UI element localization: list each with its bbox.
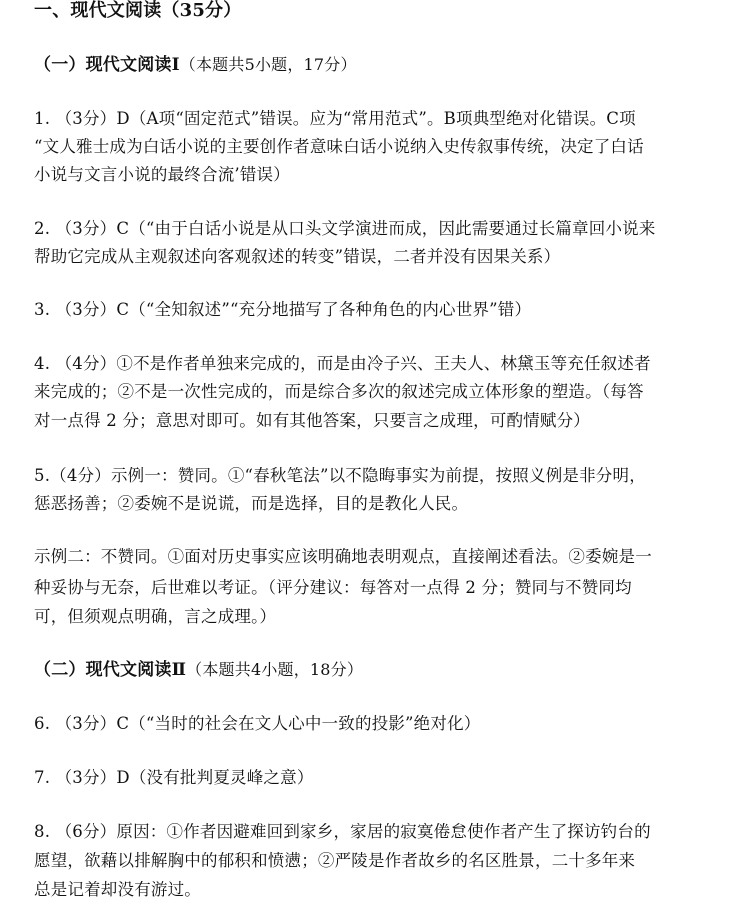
q6-line1: 6. （3分）C（“当时的社会在文人心中一致的投影”绝对化） [34, 714, 481, 733]
q8-line1: 8. （6分）原因：①作者因避难回到家乡，家居的寂寞倦怠使作者产生了探访钓台的 [34, 822, 651, 841]
section1-note: （本题共5小题，17分） [179, 55, 357, 74]
q8-line3: 总是记着却没有游过。 [34, 880, 201, 899]
main-heading: 一、现代文阅读（35分） [34, 0, 242, 21]
section2-heading [34, 659, 363, 681]
q2-line2: 帮助它完成从主观叙述向客观叙述的转变”错误，二者并没有因果关系） [34, 247, 561, 266]
q7-line1: 7. （3分）D（没有批判夏灵峰之意） [34, 768, 314, 787]
section1-heading [34, 54, 357, 76]
q5-line1: 5.（4分）示例一：赞同。①“春秋笔法”以不隐晦事实为前提，按照义例是非分明， [34, 466, 646, 485]
q4-line3: 对一点得 2 分；意思对即可。如有其他答案，只要言之成理，可酌情赋分） [34, 411, 590, 430]
q4-line2: 来完成的；②不是一次性完成的，而是综合多次的叙述完成立体形象的塑造。（每答 [34, 382, 644, 401]
q1-line1: 1. （3分）D（A项“固定范式”错误。应为“常用范式”。B项典型绝对化错误。C项 [34, 109, 636, 128]
q5b-line3: 可，但须观点明确，言之成理。） [34, 607, 277, 626]
section2-note: （本题共4小题，18分） [186, 660, 364, 679]
q8-line2: 愿望，欲藉以排解胸中的郁积和愤懑；②严陵是作者故乡的名区胜景，二十多年来 [34, 851, 636, 870]
q5b-line2: 种妥协与无奈，后世难以考证。（评分建议：每答对一点得 2 分；赞同与不赞同均 [34, 578, 632, 597]
q2-line1: 2. （3分）C（“由于白话小说是从口头文学演进而成，因此需要通过长篇章回小说来 [34, 219, 656, 238]
q1-line2: “文人雅士成为白话小说的主要创作者意味白话小说纳入史传叙事传统，决定了白话 [34, 137, 644, 156]
q4-line1: 4. （4分）①不是作者单独来完成的，而是由冷子兴、王夫人、林黛玉等充任叙述者 [34, 354, 651, 373]
q1-line3: 小说与文言小说的最终合流’错误） [34, 165, 290, 184]
q3-line1: 3. （3分）C（“全知叙述”“充分地描写了各种角色的内心世界”错） [34, 300, 532, 319]
section1-title: （一）现代文阅读Ⅰ [34, 55, 180, 75]
q5-line2: 惩恶扬善；②委婉不是说谎，而是选择，目的是教化人民。 [34, 494, 469, 513]
section2-title: （二）现代文阅读Ⅱ [34, 660, 187, 680]
q5b-line1: 示例二：不赞同。①面对历史事实应该明确地表明观点，直接阐述看法。②委婉是一 [34, 547, 652, 566]
